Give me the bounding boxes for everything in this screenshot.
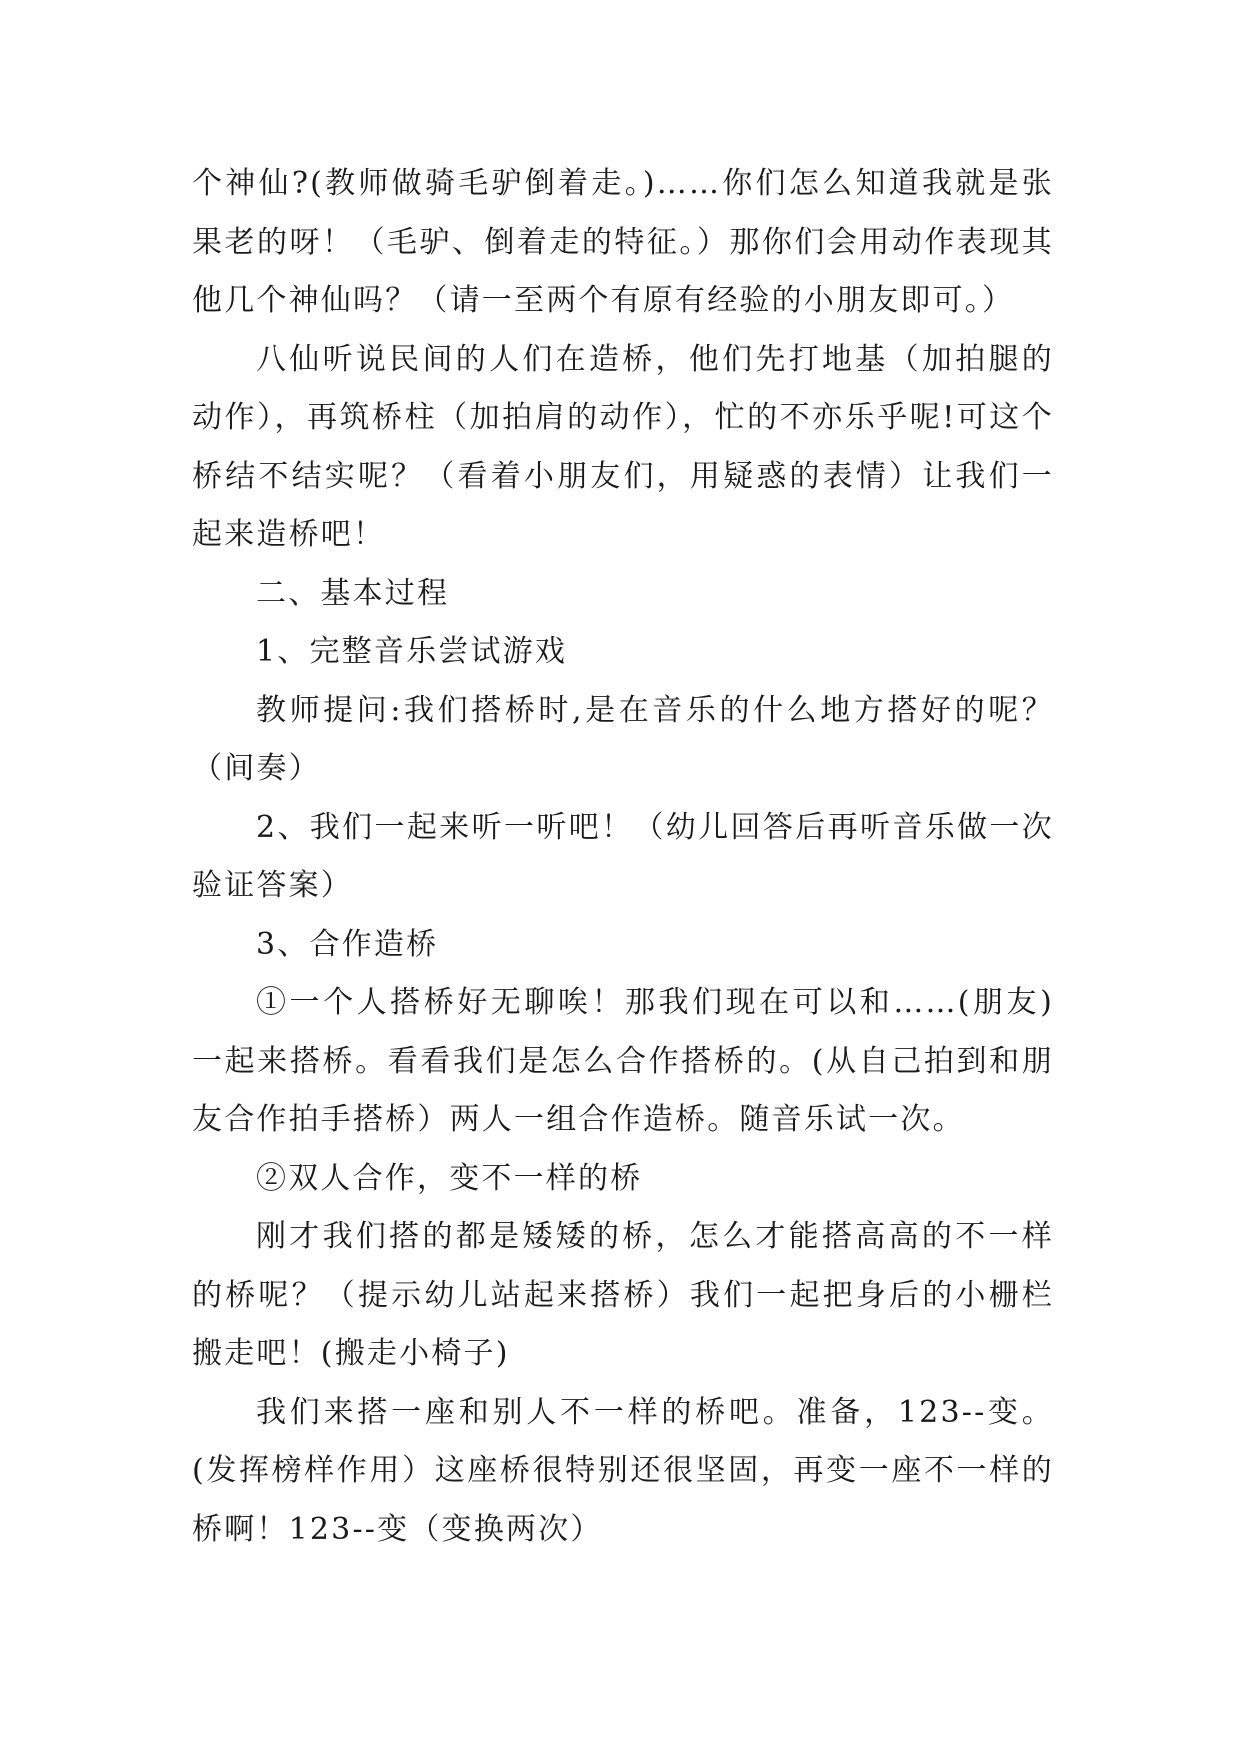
section-heading-basic-process: 二、基本过程 [256, 575, 450, 611]
sub-step-1-paragraph: ①一个人搭桥好无聊唉！那我们现在可以和……(朋友)一起来搭桥。看看我们是怎么合作搭桥的。(从自己拍到和朋友合作拍手搭桥）两人一组合作造桥。随音乐试一次。 [192, 985, 1054, 1137]
paragraph-1: 个神仙?(教师做骑毛驴倒着走。)……你们怎么知道我就是张果老的呀！（毛驴、倒着走的特征。）那你们会用动作表现其他几个神仙吗？（请一至两个有原有经验的小朋友即可。） [192, 166, 1054, 318]
sub-step-2-heading: ②双人合作，变不一样的桥 [256, 1160, 643, 1196]
paragraph-tall-bridge: 刚才我们搭的都是矮矮的桥，怎么才能搭高高的不一样的桥呢？（提示幼儿站起来搭桥）我们一起把身后的小栅栏搬走吧！(搬走小椅子) [192, 1219, 1054, 1371]
step-1-heading: 1、完整音乐尝试游戏 [256, 634, 568, 669]
paragraph-different-bridge: 我们来搭一座和别人不一样的桥吧。准备，123--变。(发挥榜样作用）这座桥很特别还很坚固，再变一座不一样的桥啊！123--变（变换两次） [192, 1394, 1054, 1547]
step-2-paragraph: 2、我们一起来听一听吧！（幼儿回答后再听音乐做一次验证答案） [192, 809, 1054, 903]
paragraph-teacher-question: 教师提问:我们搭桥时,是在音乐的什么地方搭好的呢？（间奏） [192, 692, 1054, 786]
paragraph-2: 八仙听说民间的人们在造桥，他们先打地基（加拍腿的动作），再筑桥柱（加拍肩的动作），忙的不亦乐乎呢!可这个桥结不结实呢？（看着小朋友们，用疑惑的表情）让我们一起来造桥吧！ [192, 341, 1054, 552]
document-page [192, 155, 1054, 1559]
step-3-heading: 3、合作造桥 [256, 926, 439, 962]
